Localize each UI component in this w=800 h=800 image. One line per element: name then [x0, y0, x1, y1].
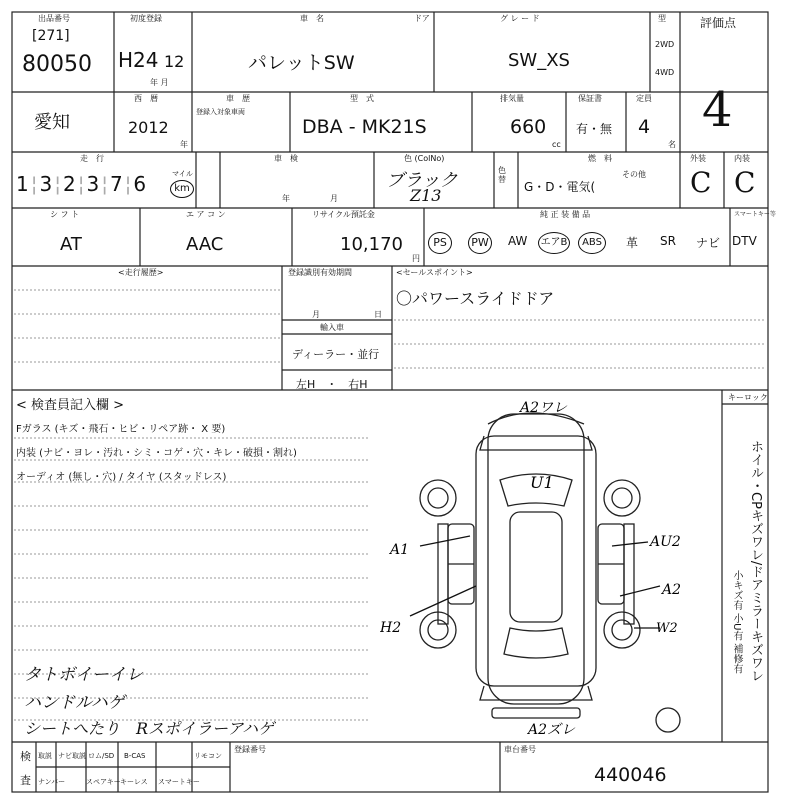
exterior-grade: C	[690, 166, 712, 199]
fuel-options: G・D・電気(	[524, 180, 596, 194]
grade-label: グ レ ー ド	[500, 14, 540, 23]
equipment-list	[428, 232, 768, 256]
mileage-digit: 2	[62, 172, 78, 196]
footer-item-keyless: キーレス	[120, 778, 148, 786]
mileage-label: 走 行	[80, 154, 104, 163]
mark-rear: A2ズレ	[528, 722, 576, 738]
equipment-dtv: DTV	[732, 234, 757, 248]
equipment-abs: ABS	[578, 232, 606, 254]
shift-label: シ フ ト	[50, 210, 80, 219]
color-label: 色 (ColNo)	[404, 154, 445, 163]
car-name-label: 車 名	[300, 14, 324, 23]
car-name: パレットSW	[248, 52, 355, 74]
note-line-1: タトボイーイレ	[24, 665, 143, 685]
first-reg-year: H24	[118, 48, 159, 72]
equipment-leather: 革	[626, 236, 639, 250]
dealer-parallel: ディーラー・並行	[292, 348, 380, 361]
mark-left-front: A1	[390, 542, 410, 558]
mileage-digit: 1	[16, 172, 31, 196]
footer-item-remote: リモコン	[194, 752, 222, 760]
interior-label: 内装	[734, 154, 750, 163]
mark-right-front: AU2	[650, 534, 681, 550]
note-line-3: シートへたり Rスポイラーアハゲ	[24, 719, 274, 738]
damage-legend-small: 小キズ有 小U有 補修有	[731, 570, 742, 674]
mileage-digit: 3	[39, 172, 55, 196]
footer-item-spare-key: スペアキー	[86, 778, 121, 786]
drive-label: 型	[658, 14, 666, 23]
first-reg-month: 12	[164, 52, 185, 71]
ac: AAC	[186, 234, 224, 255]
model-label: 型 式	[350, 94, 374, 103]
equipment-navi: ナビ	[696, 236, 721, 250]
sales-point-label: <セールスポイント>	[396, 268, 473, 277]
equipment-sr: SR	[660, 234, 676, 248]
mark-left-rear: H2	[380, 620, 402, 636]
year-unit: 年	[180, 140, 188, 149]
capacity: 4	[638, 116, 651, 138]
reg-period-label: 登録識別有効期間	[288, 268, 352, 277]
mileage: 1¦3¦2¦3¦7¦6	[16, 172, 149, 196]
history-label: <走行履歴>	[118, 268, 164, 277]
equipment-aw: AW	[508, 234, 528, 248]
footer-item-plate: ナンバー	[38, 778, 66, 786]
fuel-other: その他	[622, 170, 646, 179]
color-change-label: 色替	[498, 166, 506, 184]
mileage-digit: 7	[109, 172, 125, 196]
displacement-unit: cc	[552, 140, 561, 149]
inspection-sub: 登録入対象車両	[196, 108, 245, 116]
exterior-label: 外装	[690, 154, 706, 163]
reg-day: 日	[374, 310, 382, 319]
inspector-interior: 内装 (ナビ・ヨレ・汚れ・シミ・コゲ・穴・キレ・破損・割れ)	[16, 448, 297, 459]
mileage-digit: 3	[86, 172, 102, 196]
mark-roof: U1	[530, 473, 554, 492]
mileage-unit: km	[170, 180, 194, 198]
model: DBA - MK21S	[302, 116, 427, 138]
reg-month: 月	[312, 310, 320, 319]
equipment-ps: PS	[428, 232, 452, 254]
footer-item-smart-key: スマートキー	[158, 778, 200, 786]
mark-front: A2ワレ	[520, 400, 568, 416]
inspection-label: 車 歴	[226, 94, 250, 103]
chassis-label: 車台番号	[504, 745, 536, 754]
recycle-unit: 円	[412, 254, 420, 263]
warranty-value: 有・無	[576, 122, 613, 136]
ac-label: エ ア コ ン	[186, 210, 226, 219]
door-label: ドア	[414, 14, 430, 23]
color: ブラック	[386, 170, 458, 191]
venue-label: 出品番号	[38, 14, 70, 23]
inspector-windshield: Fガラス (キズ・飛石・ヒビ・リペア跡・ X 要)	[16, 424, 226, 435]
color-no: Z13	[410, 186, 442, 205]
score-label: 評価点	[700, 16, 737, 30]
displacement: 660	[510, 116, 547, 138]
reg-no-label: 登録番号	[234, 745, 266, 754]
first-reg-label: 初度登録	[130, 14, 162, 23]
interior-grade: C	[734, 166, 756, 199]
drive-2wd: 2WD	[655, 40, 675, 49]
footer-item-manual: 取説	[38, 752, 52, 760]
recycle-deposit: 10,170	[340, 234, 403, 255]
keyless-label: スマートキー等	[734, 211, 776, 218]
year-label: 西 暦	[134, 94, 158, 103]
footer-item-rom: ロム/SD	[88, 752, 115, 760]
lot-number: 80050	[22, 52, 92, 77]
inspector-title: < 検査員記入欄 >	[16, 398, 125, 413]
sales-point: 〇パワースライドドア	[396, 289, 555, 308]
mileage-unit-top: マイル	[172, 170, 193, 178]
chassis-number: 440046	[594, 764, 667, 786]
footer-inspect-top: 検	[20, 750, 31, 763]
footer-inspect-bottom: 査	[20, 774, 31, 787]
warranty-label: 保証書	[578, 94, 602, 103]
shift: AT	[60, 234, 82, 255]
steering-side: 左H ・ 右H	[296, 378, 368, 391]
equipment-pw: PW	[468, 232, 492, 254]
import-label: 輸入車	[320, 323, 344, 332]
mark-right-rear: A2	[662, 582, 682, 598]
grade: SW_XS	[508, 50, 570, 71]
capacity-unit: 名	[668, 140, 676, 149]
footer-item-navi-manual: ナビ取説	[58, 752, 86, 760]
lot-prefix: [271]	[32, 28, 70, 44]
mileage-digit: 6	[133, 172, 149, 196]
capacity-label: 定員	[636, 94, 652, 103]
damage-legend: ホイル・CPキズワレ/ドアミラーキズワレ	[748, 440, 763, 683]
first-reg-sub: 年 月	[150, 78, 169, 87]
inspection-date-unit: 年 月	[282, 194, 338, 203]
drive-4wd: 4WD	[655, 68, 675, 77]
equipment-airbag: エアB	[538, 232, 570, 254]
keylock-label: キーロック	[728, 393, 768, 402]
score: 4	[702, 82, 733, 138]
region: 愛知	[34, 112, 70, 133]
recycle-label: リサイクル預託金	[312, 210, 375, 219]
inspector-audio-tire: オーディオ (無し・穴) / タイヤ (スタッドレス)	[16, 472, 227, 483]
car-diagram	[380, 396, 720, 740]
footer-item-bcas: B-CAS	[124, 752, 146, 760]
year: 2012	[128, 118, 169, 137]
mark-right-wheel: W2	[656, 621, 678, 636]
fuel-label: 燃 料	[588, 154, 612, 163]
displacement-label: 排気量	[500, 94, 524, 103]
note-line-2: ハンドルハゲ	[24, 693, 125, 713]
equipment-label: 純 正 装 備 品	[540, 210, 591, 219]
inspection-date-label: 車 検	[274, 154, 298, 163]
